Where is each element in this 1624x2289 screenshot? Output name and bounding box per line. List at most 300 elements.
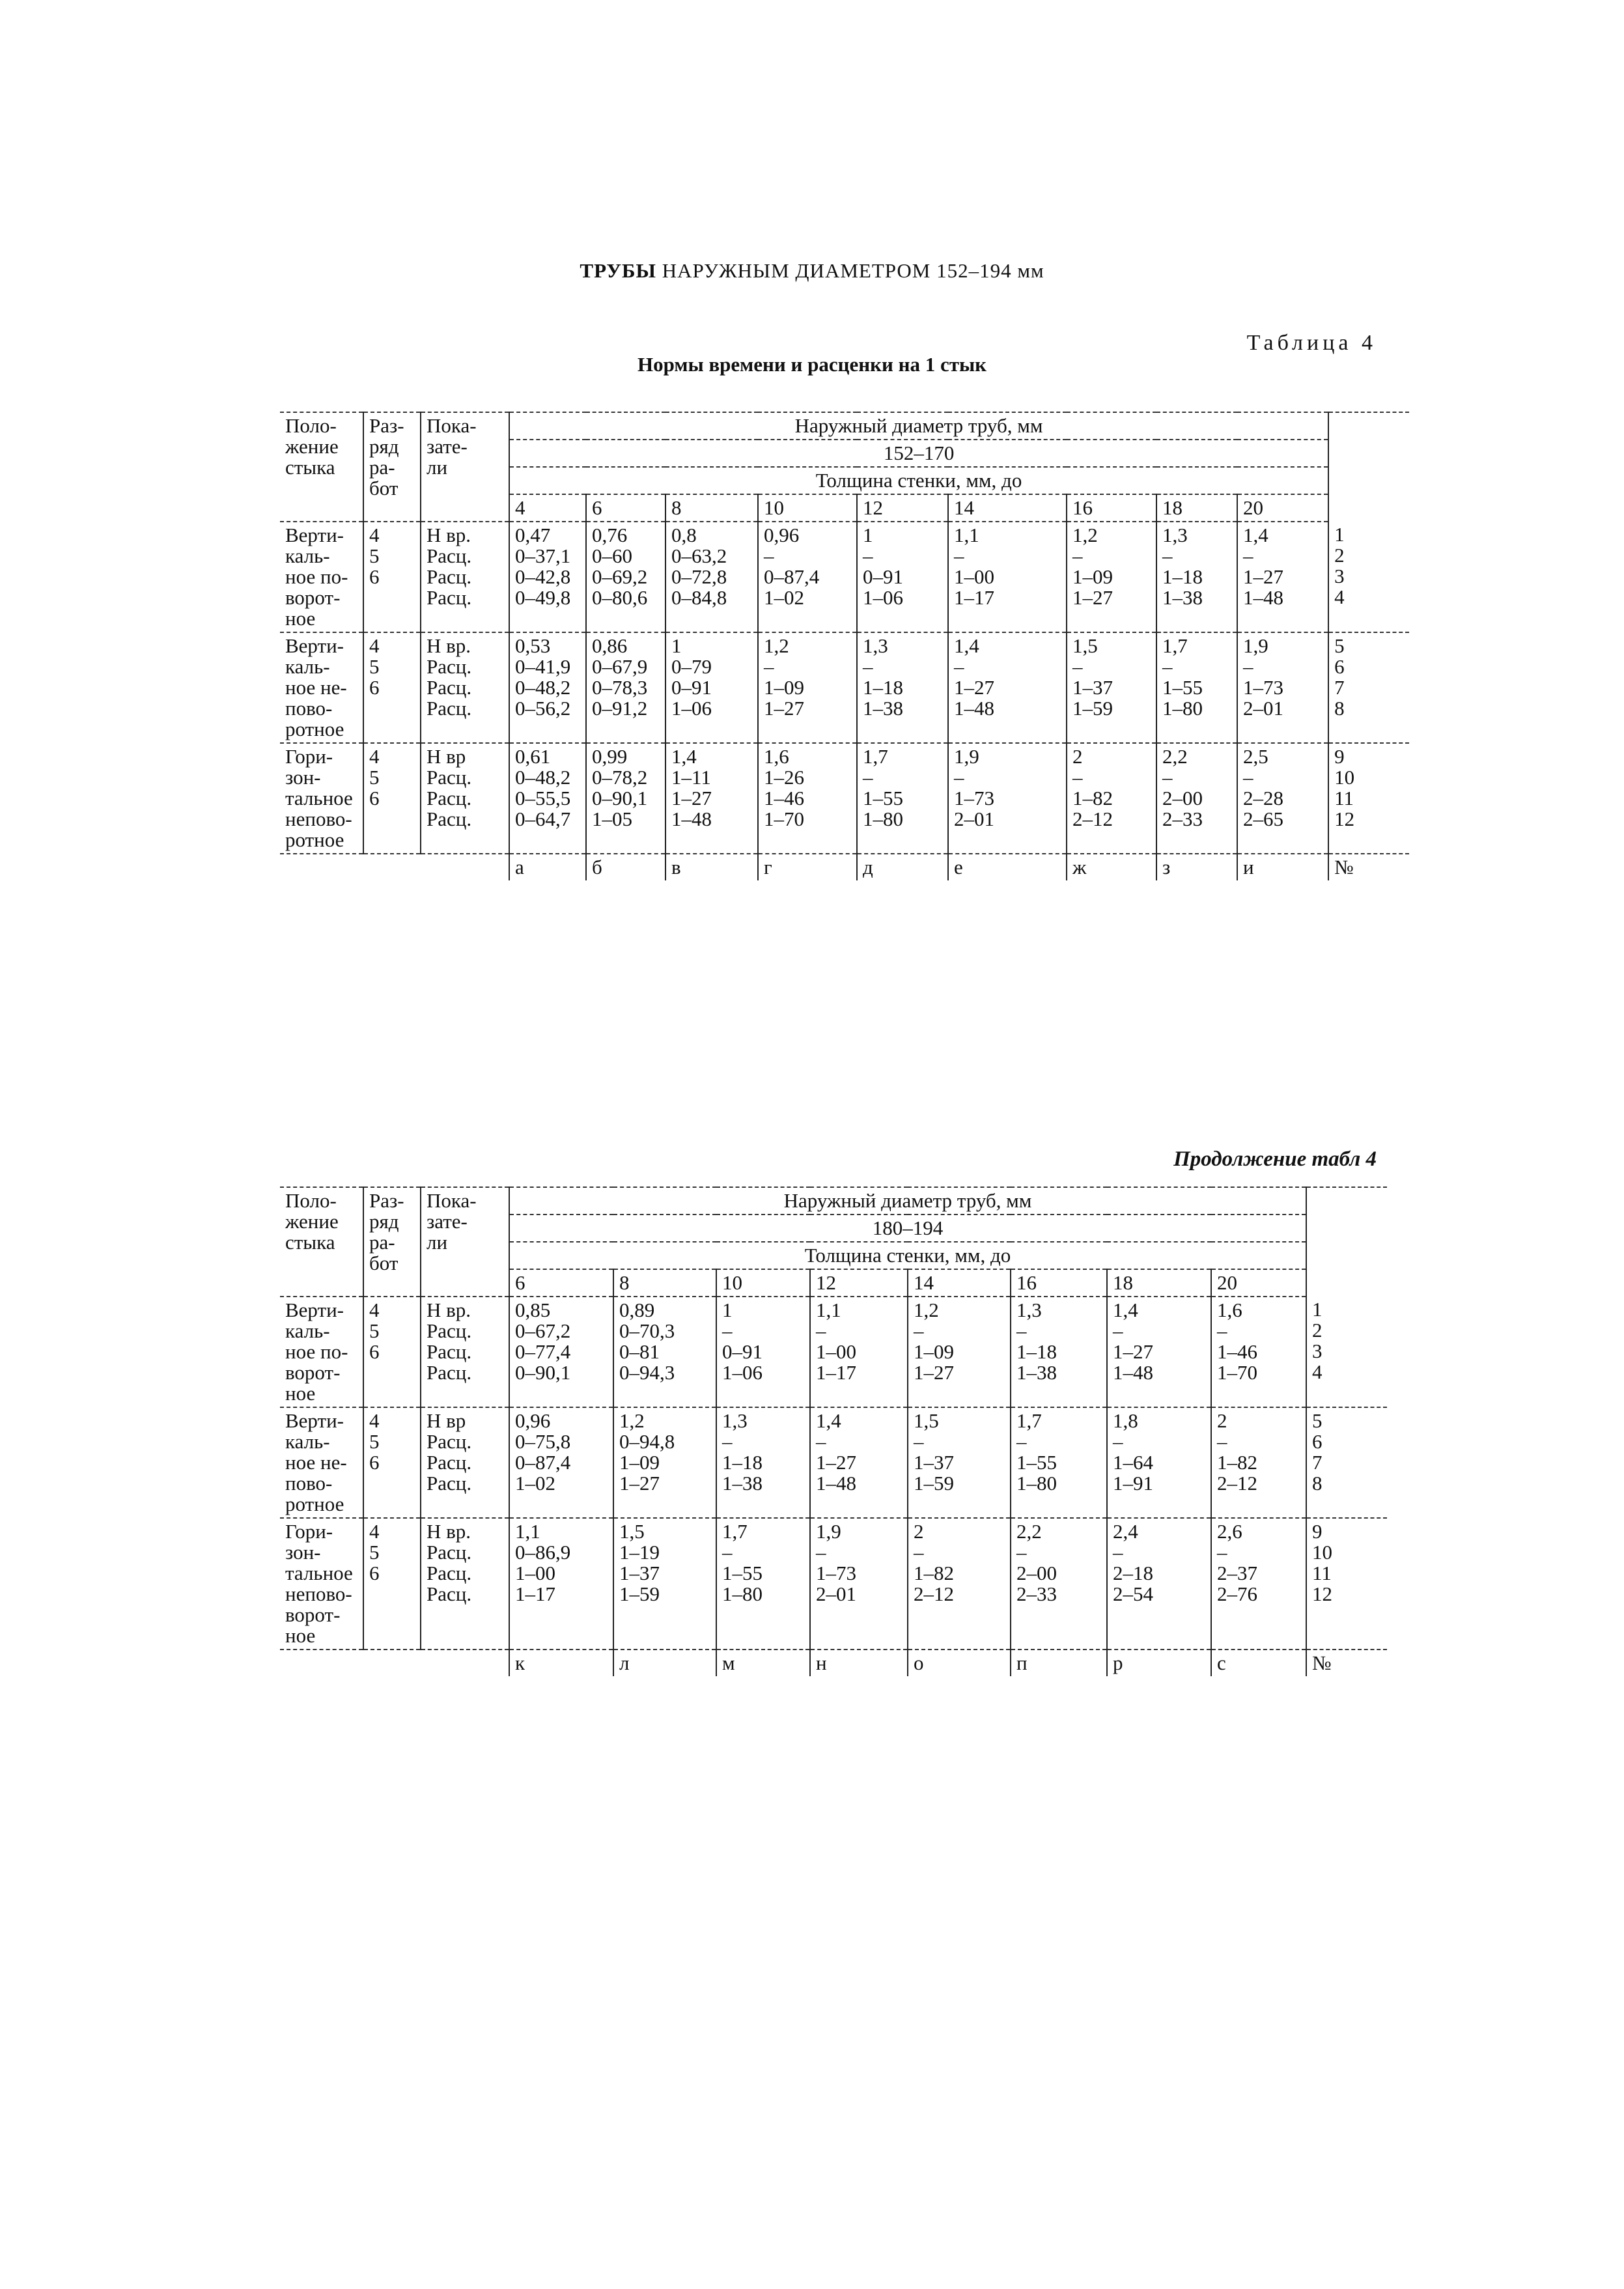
row-numbers — [1328, 522, 1409, 632]
position-line: ное не- — [285, 676, 347, 699]
value-cell — [1211, 1518, 1306, 1650]
letter-row-blank — [280, 854, 509, 880]
grade-line: 6 — [369, 676, 380, 699]
value-cell — [857, 522, 948, 632]
value-line: 1–73 — [954, 787, 994, 809]
position-line: Гори- — [285, 1520, 333, 1543]
value-line: 1,1 — [816, 1299, 841, 1321]
indicator-line: Н вр. — [427, 1520, 471, 1543]
value-line: 1–05 — [592, 807, 632, 830]
header-line: стыка — [285, 1231, 335, 1254]
value-cell — [948, 743, 1067, 854]
row-number: 11 — [1334, 787, 1354, 809]
position-line: непово- — [285, 807, 352, 830]
header-row — [280, 412, 1409, 440]
thickness-col: 14 — [948, 494, 1067, 522]
value-line: 1,3 — [1016, 1299, 1042, 1321]
value-line: 0–81 — [619, 1340, 660, 1363]
indicator-line: Расц. — [427, 1562, 472, 1584]
value-line: 1,7 — [722, 1520, 748, 1543]
position-line: Верти- — [285, 1299, 344, 1321]
value-line: 0,8 — [671, 524, 697, 546]
value-line: – — [1162, 544, 1173, 567]
indicator-line: Н вр — [427, 1409, 466, 1432]
value-cell — [1011, 1518, 1107, 1650]
value-line: 1–80 — [863, 807, 903, 830]
value-cell — [1156, 743, 1237, 854]
value-line: – — [722, 1430, 733, 1453]
table-row — [280, 1297, 1387, 1407]
grade-line: 5 — [369, 1430, 380, 1453]
value-line: 2–12 — [914, 1582, 954, 1605]
header-line: стыка — [285, 456, 335, 479]
value-line: 1,8 — [1113, 1409, 1138, 1432]
header-line: Пока- — [427, 414, 477, 437]
header-line: ли — [427, 1231, 448, 1254]
value-line: 1,4 — [816, 1409, 841, 1432]
joint-position — [280, 743, 363, 854]
value-cell — [716, 1407, 810, 1518]
value-cell — [908, 1407, 1011, 1518]
value-line: 0,89 — [619, 1299, 655, 1321]
value-line: – — [722, 1319, 733, 1342]
value-line: 0–72,8 — [671, 565, 727, 588]
value-line: 1,2 — [1072, 524, 1098, 546]
value-line: 0,99 — [592, 745, 628, 768]
value-line: 0,86 — [592, 634, 628, 657]
value-line: 0–84,8 — [671, 586, 727, 609]
table-label: Таблица 4 — [1246, 331, 1377, 355]
value-line: 2–28 — [1243, 787, 1283, 809]
value-line: 2–00 — [1162, 787, 1203, 809]
value-line: 1–46 — [1217, 1340, 1257, 1363]
column-letter: п — [1011, 1650, 1107, 1676]
header-line: Раз- — [369, 1189, 404, 1212]
value-line: 1–38 — [1162, 586, 1203, 609]
value-line: 1–19 — [619, 1541, 660, 1564]
joint-position — [280, 1407, 363, 1518]
value-cell — [908, 1518, 1011, 1650]
value-line: 1–06 — [722, 1361, 763, 1384]
value-line: – — [722, 1541, 733, 1564]
header-line: Поло- — [285, 1189, 337, 1212]
grade-line: 6 — [369, 1340, 380, 1363]
value-line: 1–09 — [619, 1451, 660, 1474]
value-line: 0,85 — [515, 1299, 551, 1321]
value-line: – — [1243, 766, 1253, 789]
col-header-num-blank — [1306, 1187, 1387, 1297]
grade-line: 4 — [369, 1520, 380, 1543]
value-line: 1–82 — [914, 1562, 954, 1584]
value-line: 1–91 — [1113, 1472, 1153, 1495]
table-row — [280, 743, 1409, 854]
value-cell — [1211, 1407, 1306, 1518]
col-header-thickness: Толщина стенки, мм, до — [509, 1242, 1306, 1269]
letter-row — [280, 854, 1409, 880]
row-number: 7 — [1312, 1451, 1323, 1474]
value-line: 0–69,2 — [592, 565, 648, 588]
value-line: – — [1243, 655, 1253, 678]
thickness-col: 12 — [810, 1269, 908, 1297]
col-header-grade — [363, 412, 421, 522]
value-cell — [586, 743, 665, 854]
value-line: 1–06 — [671, 697, 712, 720]
position-line: ное — [285, 1382, 316, 1405]
value-line: – — [863, 655, 873, 678]
work-grade — [363, 1407, 421, 1518]
value-cell — [1156, 522, 1237, 632]
value-cell — [1107, 1518, 1211, 1650]
title-bold: ТРУБЫ — [580, 259, 656, 282]
position-line: зон- — [285, 766, 321, 789]
value-line: 2–65 — [1243, 807, 1283, 830]
value-line: 2–76 — [1217, 1582, 1257, 1605]
value-line: – — [954, 544, 964, 567]
column-letter: н — [810, 1650, 908, 1676]
value-line: 1–59 — [1072, 697, 1113, 720]
col-header-grade — [363, 1187, 421, 1297]
value-line: 1,5 — [914, 1409, 939, 1432]
value-cell — [1067, 632, 1156, 743]
value-line: – — [954, 766, 964, 789]
position-line: ротное — [285, 718, 344, 740]
position-line: ное — [285, 607, 316, 630]
value-line: 1–26 — [764, 766, 804, 789]
thickness-col: 18 — [1156, 494, 1237, 522]
row-numbers — [1328, 743, 1409, 854]
grade-line: 5 — [369, 655, 380, 678]
indicator-line: Расц. — [427, 697, 472, 720]
row-number: 4 — [1312, 1360, 1323, 1383]
value-line: 1–27 — [764, 697, 804, 720]
value-line: 1–48 — [816, 1472, 856, 1495]
value-line: 1–80 — [1016, 1472, 1057, 1495]
value-line: 0,47 — [515, 524, 551, 546]
work-grade — [363, 743, 421, 854]
col-header-thickness: Толщина стенки, мм, до — [509, 467, 1328, 494]
grade-line: 5 — [369, 766, 380, 789]
value-line: 1–59 — [914, 1472, 954, 1495]
value-line: – — [1217, 1319, 1227, 1342]
position-line: ротное — [285, 828, 344, 851]
row-number: 6 — [1312, 1430, 1323, 1453]
value-line: 2–12 — [1217, 1472, 1257, 1495]
value-line: 0–56,2 — [515, 697, 571, 720]
value-line: 0–94,3 — [619, 1361, 675, 1384]
value-line: 1–37 — [619, 1562, 660, 1584]
value-line: – — [1072, 544, 1083, 567]
value-line: – — [816, 1319, 826, 1342]
grade-line: 4 — [369, 1299, 380, 1321]
joint-position — [280, 632, 363, 743]
value-cell — [810, 1297, 908, 1407]
value-line: 1–64 — [1113, 1451, 1153, 1474]
value-line: 0–90,1 — [592, 787, 648, 809]
thickness-col: 14 — [908, 1269, 1011, 1297]
indicator — [421, 743, 509, 854]
value-line: – — [863, 766, 873, 789]
value-line: 1,4 — [954, 634, 979, 657]
value-line: 2–01 — [954, 807, 994, 830]
indicator-line: Расц. — [427, 676, 472, 699]
value-line: 2–37 — [1217, 1562, 1257, 1584]
value-cell — [613, 1297, 716, 1407]
row-number: 8 — [1312, 1472, 1323, 1495]
col-header-range: 180–194 — [509, 1215, 1306, 1242]
value-line: – — [1016, 1430, 1027, 1453]
num-label: № — [1306, 1650, 1387, 1676]
row-number: 1 — [1334, 523, 1345, 546]
value-line: 1–48 — [671, 807, 712, 830]
value-line: 0–41,9 — [515, 655, 571, 678]
indicator-line: Расц. — [427, 544, 472, 567]
value-cell — [1067, 743, 1156, 854]
value-line: 1–82 — [1072, 787, 1113, 809]
thickness-col: 8 — [665, 494, 758, 522]
table-subtitle: Нормы времени и расценки на 1 стык — [637, 353, 987, 376]
value-line: 1–27 — [954, 676, 994, 699]
value-line: 1,9 — [954, 745, 979, 768]
value-cell — [613, 1518, 716, 1650]
grade-line: 6 — [369, 565, 380, 588]
value-cell — [1107, 1297, 1211, 1407]
header-row — [280, 1187, 1387, 1215]
value-cell — [509, 632, 586, 743]
value-cell — [665, 743, 758, 854]
value-line: 0–91 — [863, 565, 903, 588]
position-line: зон- — [285, 1541, 321, 1564]
indicator-line: Расц. — [427, 1319, 472, 1342]
thickness-col: 6 — [586, 494, 665, 522]
grade-line: 5 — [369, 544, 380, 567]
value-cell — [716, 1297, 810, 1407]
row-number: 7 — [1334, 676, 1345, 699]
value-cell — [1011, 1407, 1107, 1518]
value-cell — [758, 632, 857, 743]
indicator — [421, 1407, 509, 1518]
row-number: 4 — [1334, 585, 1345, 608]
value-line: 1–18 — [722, 1451, 763, 1474]
position-line: каль- — [285, 1430, 330, 1453]
value-line: 1,3 — [1162, 524, 1188, 546]
value-line: – — [1217, 1541, 1227, 1564]
value-line: 1–38 — [1016, 1361, 1057, 1384]
joint-position — [280, 1297, 363, 1407]
value-line: 1–55 — [863, 787, 903, 809]
grade-line: 4 — [369, 745, 380, 768]
value-line: 0–37,1 — [515, 544, 571, 567]
value-line: 0–49,8 — [515, 586, 571, 609]
value-line: 1–00 — [515, 1562, 555, 1584]
row-number: 6 — [1334, 655, 1345, 678]
value-line: 0–75,8 — [515, 1430, 571, 1453]
value-line: 1,3 — [722, 1409, 748, 1432]
column-letter: с — [1211, 1650, 1306, 1676]
column-letter: ж — [1067, 854, 1156, 880]
work-grade — [363, 1297, 421, 1407]
grade-line: 5 — [369, 1541, 380, 1564]
indicator — [421, 1518, 509, 1650]
value-line: 1,5 — [619, 1520, 645, 1543]
header-line: бот — [369, 1252, 399, 1274]
value-line: – — [1072, 766, 1083, 789]
value-cell — [908, 1297, 1011, 1407]
row-number: 9 — [1334, 745, 1345, 768]
value-line: 0–91 — [671, 676, 712, 699]
value-line: 1–02 — [764, 586, 804, 609]
header-line: жение — [285, 1210, 339, 1233]
value-cell — [948, 632, 1067, 743]
header-line: ра- — [369, 1231, 395, 1254]
grade-line: 4 — [369, 634, 380, 657]
value-line: 1–18 — [1162, 565, 1203, 588]
value-cell — [1237, 522, 1328, 632]
value-line: 1–27 — [671, 787, 712, 809]
value-line: 0–94,8 — [619, 1430, 675, 1453]
value-line: 0,53 — [515, 634, 551, 657]
indicator-line: Расц. — [427, 787, 472, 809]
indicator — [421, 522, 509, 632]
column-letter: г — [758, 854, 857, 880]
value-line: 2 — [1217, 1409, 1227, 1432]
value-cell — [948, 522, 1067, 632]
value-line: – — [914, 1319, 924, 1342]
value-line: 1–38 — [863, 697, 903, 720]
value-line: – — [816, 1430, 826, 1453]
grade-line: 4 — [369, 1409, 380, 1432]
header-line: ра- — [369, 456, 395, 479]
thickness-col: 16 — [1067, 494, 1156, 522]
value-line: 1–82 — [1217, 1451, 1257, 1474]
value-cell — [716, 1518, 810, 1650]
grade-line: 4 — [369, 524, 380, 546]
row-numbers — [1306, 1297, 1387, 1407]
col-header-num-blank — [1328, 412, 1409, 522]
value-line: 0–70,3 — [619, 1319, 675, 1342]
position-line: Верти- — [285, 1409, 344, 1432]
value-cell — [509, 1407, 613, 1518]
header-line: Раз- — [369, 414, 404, 437]
value-cell — [1156, 632, 1237, 743]
value-cell — [1107, 1407, 1211, 1518]
col-header-position — [280, 1187, 363, 1297]
header-line: ряд — [369, 1210, 399, 1233]
thickness-col: 16 — [1011, 1269, 1107, 1297]
value-line: – — [914, 1430, 924, 1453]
value-line: 2,4 — [1113, 1520, 1138, 1543]
column-letter: к — [509, 1650, 613, 1676]
value-line: 2–00 — [1016, 1562, 1057, 1584]
value-line: 1,9 — [816, 1520, 841, 1543]
row-number: 12 — [1334, 807, 1355, 830]
value-line: 1–48 — [954, 697, 994, 720]
position-line: ворот- — [285, 1361, 341, 1384]
grade-line: 6 — [369, 787, 380, 809]
indicator-line: Н вр. — [427, 524, 471, 546]
position-line: ворот- — [285, 1603, 341, 1626]
value-cell — [758, 522, 857, 632]
column-letter: о — [908, 1650, 1011, 1676]
letter-row-blank — [280, 1650, 509, 1676]
indicator-line: Расц. — [427, 1472, 472, 1495]
value-line: 1–09 — [914, 1340, 954, 1363]
value-line: 1–80 — [1162, 697, 1203, 720]
grade-line: 6 — [369, 1562, 380, 1584]
column-letter: а — [509, 854, 586, 880]
indicator-line: Н вр. — [427, 634, 471, 657]
value-line: 2,6 — [1217, 1520, 1242, 1543]
value-line: 1,4 — [1243, 524, 1268, 546]
value-line: 1 — [722, 1299, 733, 1321]
value-cell — [665, 632, 758, 743]
position-line: ное по- — [285, 1340, 348, 1363]
indicator-line: Расц. — [427, 1451, 472, 1474]
value-cell — [509, 743, 586, 854]
row-number: 2 — [1312, 1319, 1323, 1341]
value-line: 1,7 — [1162, 634, 1188, 657]
position-line: тальное — [285, 787, 353, 809]
value-line: – — [1072, 655, 1083, 678]
value-line: 1–38 — [722, 1472, 763, 1495]
value-line: 1,2 — [619, 1409, 645, 1432]
position-line: каль- — [285, 655, 330, 678]
thickness-col: 8 — [613, 1269, 716, 1297]
thickness-col: 18 — [1107, 1269, 1211, 1297]
value-line: 0–79 — [671, 655, 712, 678]
indicator-line: Н вр. — [427, 1299, 471, 1321]
row-number: 2 — [1334, 544, 1345, 567]
indicator — [421, 1297, 509, 1407]
indicator-line: Н вр — [427, 745, 466, 768]
row-number: 3 — [1334, 565, 1345, 587]
value-line: 1–46 — [764, 787, 804, 809]
indicator-line: Расц. — [427, 565, 472, 588]
col-header-indicators — [421, 1187, 509, 1297]
value-line: 1,7 — [1016, 1409, 1042, 1432]
work-grade — [363, 632, 421, 743]
grade-line: 5 — [369, 1319, 380, 1342]
col-header-indicators — [421, 412, 509, 522]
value-line: 2–33 — [1162, 807, 1203, 830]
table-row — [280, 1407, 1387, 1518]
indicator-line: Расц. — [427, 807, 472, 830]
position-line: ное — [285, 1624, 316, 1647]
position-line: ное не- — [285, 1451, 347, 1474]
value-line: 1–18 — [863, 676, 903, 699]
value-line: 1–27 — [914, 1361, 954, 1384]
thickness-col: 6 — [509, 1269, 613, 1297]
value-line: 0–63,2 — [671, 544, 727, 567]
norms-table-152-170 — [280, 412, 1409, 880]
value-line: 1–17 — [816, 1361, 856, 1384]
value-cell — [1211, 1297, 1306, 1407]
value-line: 1–48 — [1113, 1361, 1153, 1384]
header-line: ряд — [369, 435, 399, 458]
header-line: бот — [369, 477, 399, 499]
value-line: 1–11 — [671, 766, 711, 789]
value-line: 1–55 — [1016, 1451, 1057, 1474]
position-line: Верти- — [285, 634, 344, 657]
column-letter: з — [1156, 854, 1237, 880]
position-line: тальное — [285, 1562, 353, 1584]
table-row — [280, 522, 1409, 632]
value-line: 1,6 — [764, 745, 789, 768]
value-line: 1–70 — [764, 807, 804, 830]
value-line: – — [863, 544, 873, 567]
header-line: Поло- — [285, 414, 337, 437]
value-line: 0–80,6 — [592, 586, 648, 609]
joint-position — [280, 522, 363, 632]
